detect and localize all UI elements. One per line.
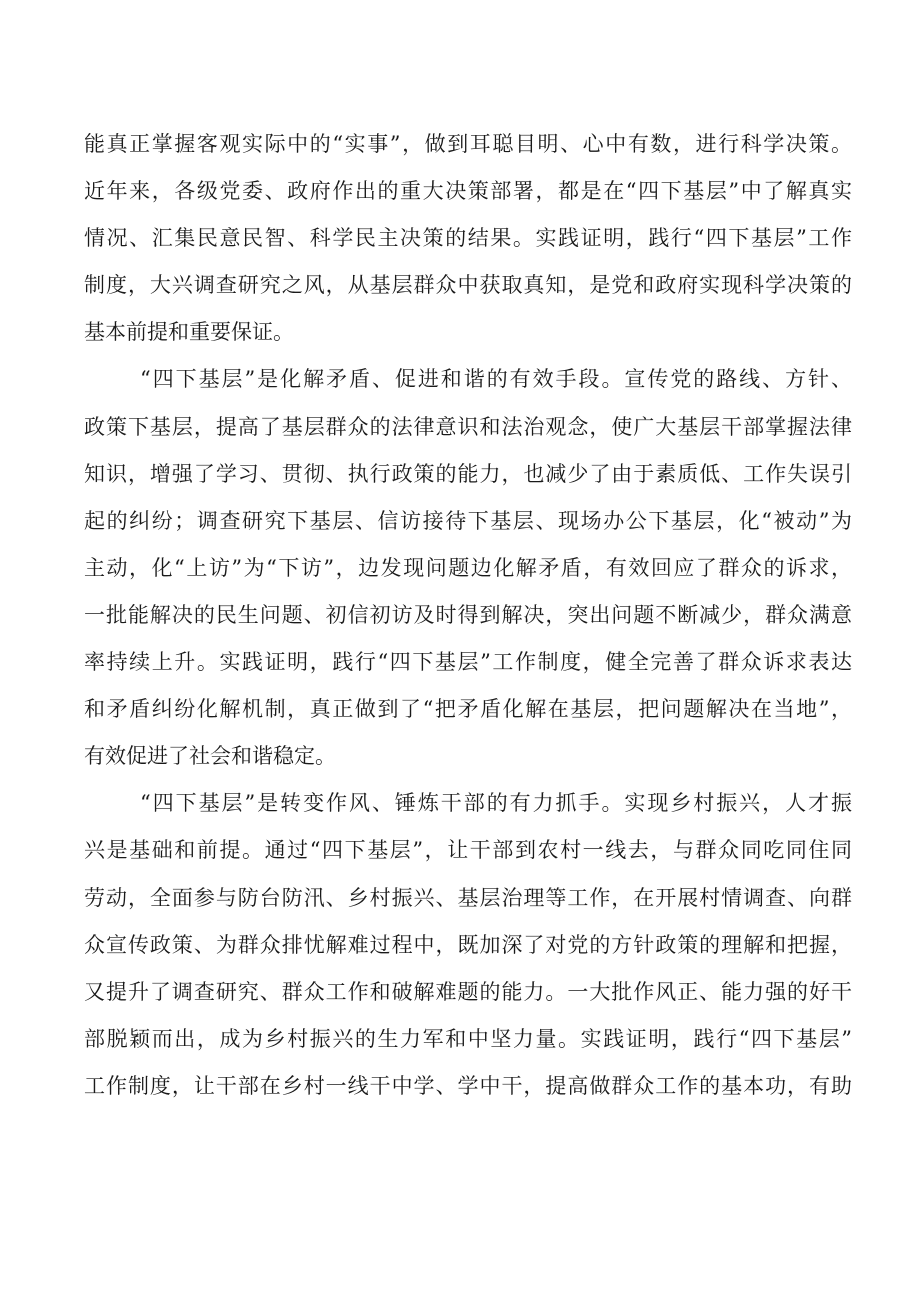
text-line: 制度，大兴调查研究之风，从基层群众中获取真知，是党和政府实现科学决策的	[84, 273, 852, 298]
text-line: 起的纠纷；调查研究下基层、信访接待下基层、现场办公下基层，化“被动”为	[84, 508, 852, 533]
body-text	[84, 121, 852, 1110]
text-line: 能真正掌握客观实际中的“实事”，做到耳聪目明、心中有数，进行科学决策。	[84, 132, 852, 156]
text-line: 近年来，各级党委、政府作出的重大决策部署，都是在“四下基层”中了解真实	[84, 179, 852, 204]
text-line: 政策下基层，提高了基层群众的法律意识和法治观念，使广大基层干部掌握法律	[84, 414, 852, 439]
text-line: 知识，增强了学习、贯彻、执行政策的能力，也减少了由于素质低、工作失误引	[84, 461, 852, 486]
text-line: 众宣传政策、为群众排忧解难过程中，既加深了对党的方针政策的理解和把握，	[84, 932, 852, 957]
text-line: 兴是基础和前提。通过“四下基层”，让干部到农村一线去，与群众同吃同住同	[84, 838, 852, 863]
text-line: 又提升了调查研究、群众工作和破解难题的能力。一大批作风正、能力强的好干	[84, 979, 852, 1004]
text-line: 工作制度，让干部在乡村一线干中学、学中干，提高做群众工作的基本功，有助	[84, 1073, 852, 1098]
text-line: 基本前提和重要保证。	[84, 320, 294, 345]
text-line: 有效促进了社会和谐稳定。	[84, 744, 336, 769]
text-line: 部脱颖而出，成为乡村振兴的生力军和中坚力量。实践证明，践行“四下基层”	[84, 1026, 852, 1051]
paragraph-2	[84, 356, 852, 780]
text-line: “四下基层”是化解矛盾、促进和谐的有效手段。宣传党的路线、方针、	[140, 367, 852, 392]
text-line: 一批能解决的民生问题、初信初访及时得到解决，突出问题不断减少，群众满意	[84, 602, 852, 627]
text-line: 情况、汇集民意民智、科学民主决策的结果。实践证明，践行“四下基层”工作	[84, 226, 852, 251]
text-line: 和矛盾纠纷化解机制，真正做到了“把矛盾化解在基层，把问题解决在当地”，	[84, 697, 852, 722]
paragraph-3	[84, 780, 852, 1110]
text-line: 劳动，全面参与防台防汛、乡村振兴、基层治理等工作，在开展村情调查、向群	[84, 885, 852, 910]
text-line: “四下基层”是转变作风、锤炼干部的有力抓手。实现乡村振兴，人才振	[140, 791, 852, 816]
text-line: 主动，化“上访”为“下访”，边发现问题边化解矛盾，有效回应了群众的诉求，	[84, 555, 852, 580]
text-line: 率持续上升。实践证明，践行“四下基层”工作制度，健全完善了群众诉求表达	[84, 650, 852, 675]
paragraph-1	[84, 121, 852, 356]
